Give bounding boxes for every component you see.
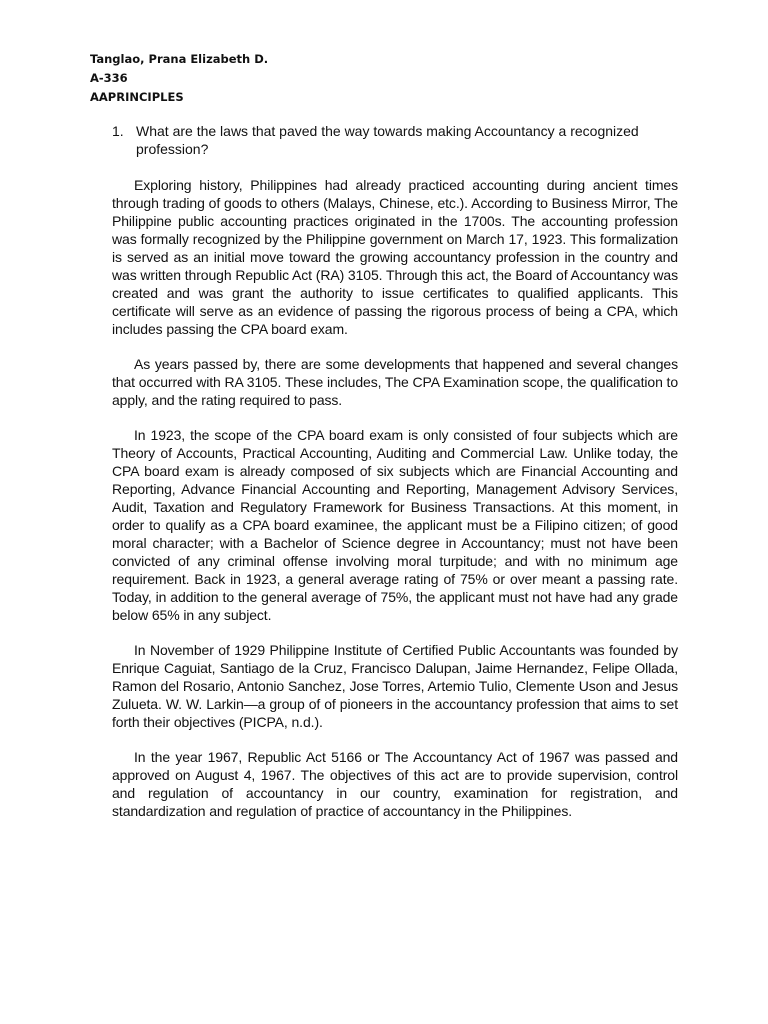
- course-name: AAPRINCIPLES: [90, 90, 184, 104]
- answer-body: [112, 176, 678, 837]
- document-header: [90, 50, 268, 107]
- student-name: Tanglao, Prana Elizabeth D.: [90, 52, 269, 66]
- question-text: What are the laws that paved the way towards making Accountancy a recognized profession?: [136, 123, 639, 157]
- section-code: A-336: [90, 71, 128, 85]
- paragraph-picpa: In November of 1929 Philippine Institute of Certified Public Accountants was founded by Enrique Caguiat, Santiago de la Cruz, Francisco Dalupan, Jaime Hernandez, Felipe Ollada, Ramon del Rosario, Antonio Sanchez, Jose Torres, Artemio Tulio, Clemente Uson and Jesus Zulueta. W. W. Larkin—a group of of pioneers in the accountancy profession that aims to set forth their objectives (PICPA, n.d.).: [112, 642, 678, 730]
- paragraph-history: Exploring history, Philippines had already practiced accounting during ancient times through trading of goods to others (Malays, Chinese, etc.). According to Business Mirror, The Philippine public accounting practices originated in the 1700s. The accounting profession was formally recognized by the Philippine government on March 17, 1923. This formalization is served as an initial move toward the growing accountancy profession in the country and was written through Republic Act (RA) 3105. Through this act, the Board of Accountancy was created and was grant the authority to issue certificates to qualified applicants. This certificate will serve as an evidence of passing the rigorous process of being a CPA, which includes passing the CPA board exam.: [112, 177, 678, 337]
- paragraph-developments: As years passed by, there are some developments that happened and several changes that occurred with RA 3105. These includes, The CPA Examination scope, the qualification to apply, and the rating required to pass.: [112, 356, 679, 408]
- paragraph-exam-scope: In 1923, the scope of the CPA board exam is only consisted of four subjects which are Theory of Accounts, Practical Accounting, Auditing and Commercial Law. Unlike today, the CPA board exam is already composed of six subjects which are Financial Accounting and Reporting, Advance Financial Accounting and Reporting, Management Advisory Services, Audit, Taxation and Regulatory Framework for Business Transactions. At this moment, in order to qualify as a CPA board examinee, the applicant must be a Filipino citizen; of good moral character; with a Bachelor of Science degree in Accountancy; must not have been convicted of any criminal offense involving moral turpitude; and with no minimum age requirement. Back in 1923, a general average rating of 75% or over meant a passing rate. Today, in addition to the general average of 75%, the applicant must not have had any grade below 65% in any subject.: [112, 427, 678, 623]
- question-number: 1.: [112, 123, 124, 139]
- question-item: [112, 122, 678, 158]
- paragraph-ra-5166: In the year 1967, Republic Act 5166 or The Accountancy Act of 1967 was passed and approved on August 4, 1967. The objectives of this act are to provide supervision, control and regulation of accountancy in our country, examination for registration, and standardization and regulation of practice of accountancy in the Philippines.: [112, 749, 678, 819]
